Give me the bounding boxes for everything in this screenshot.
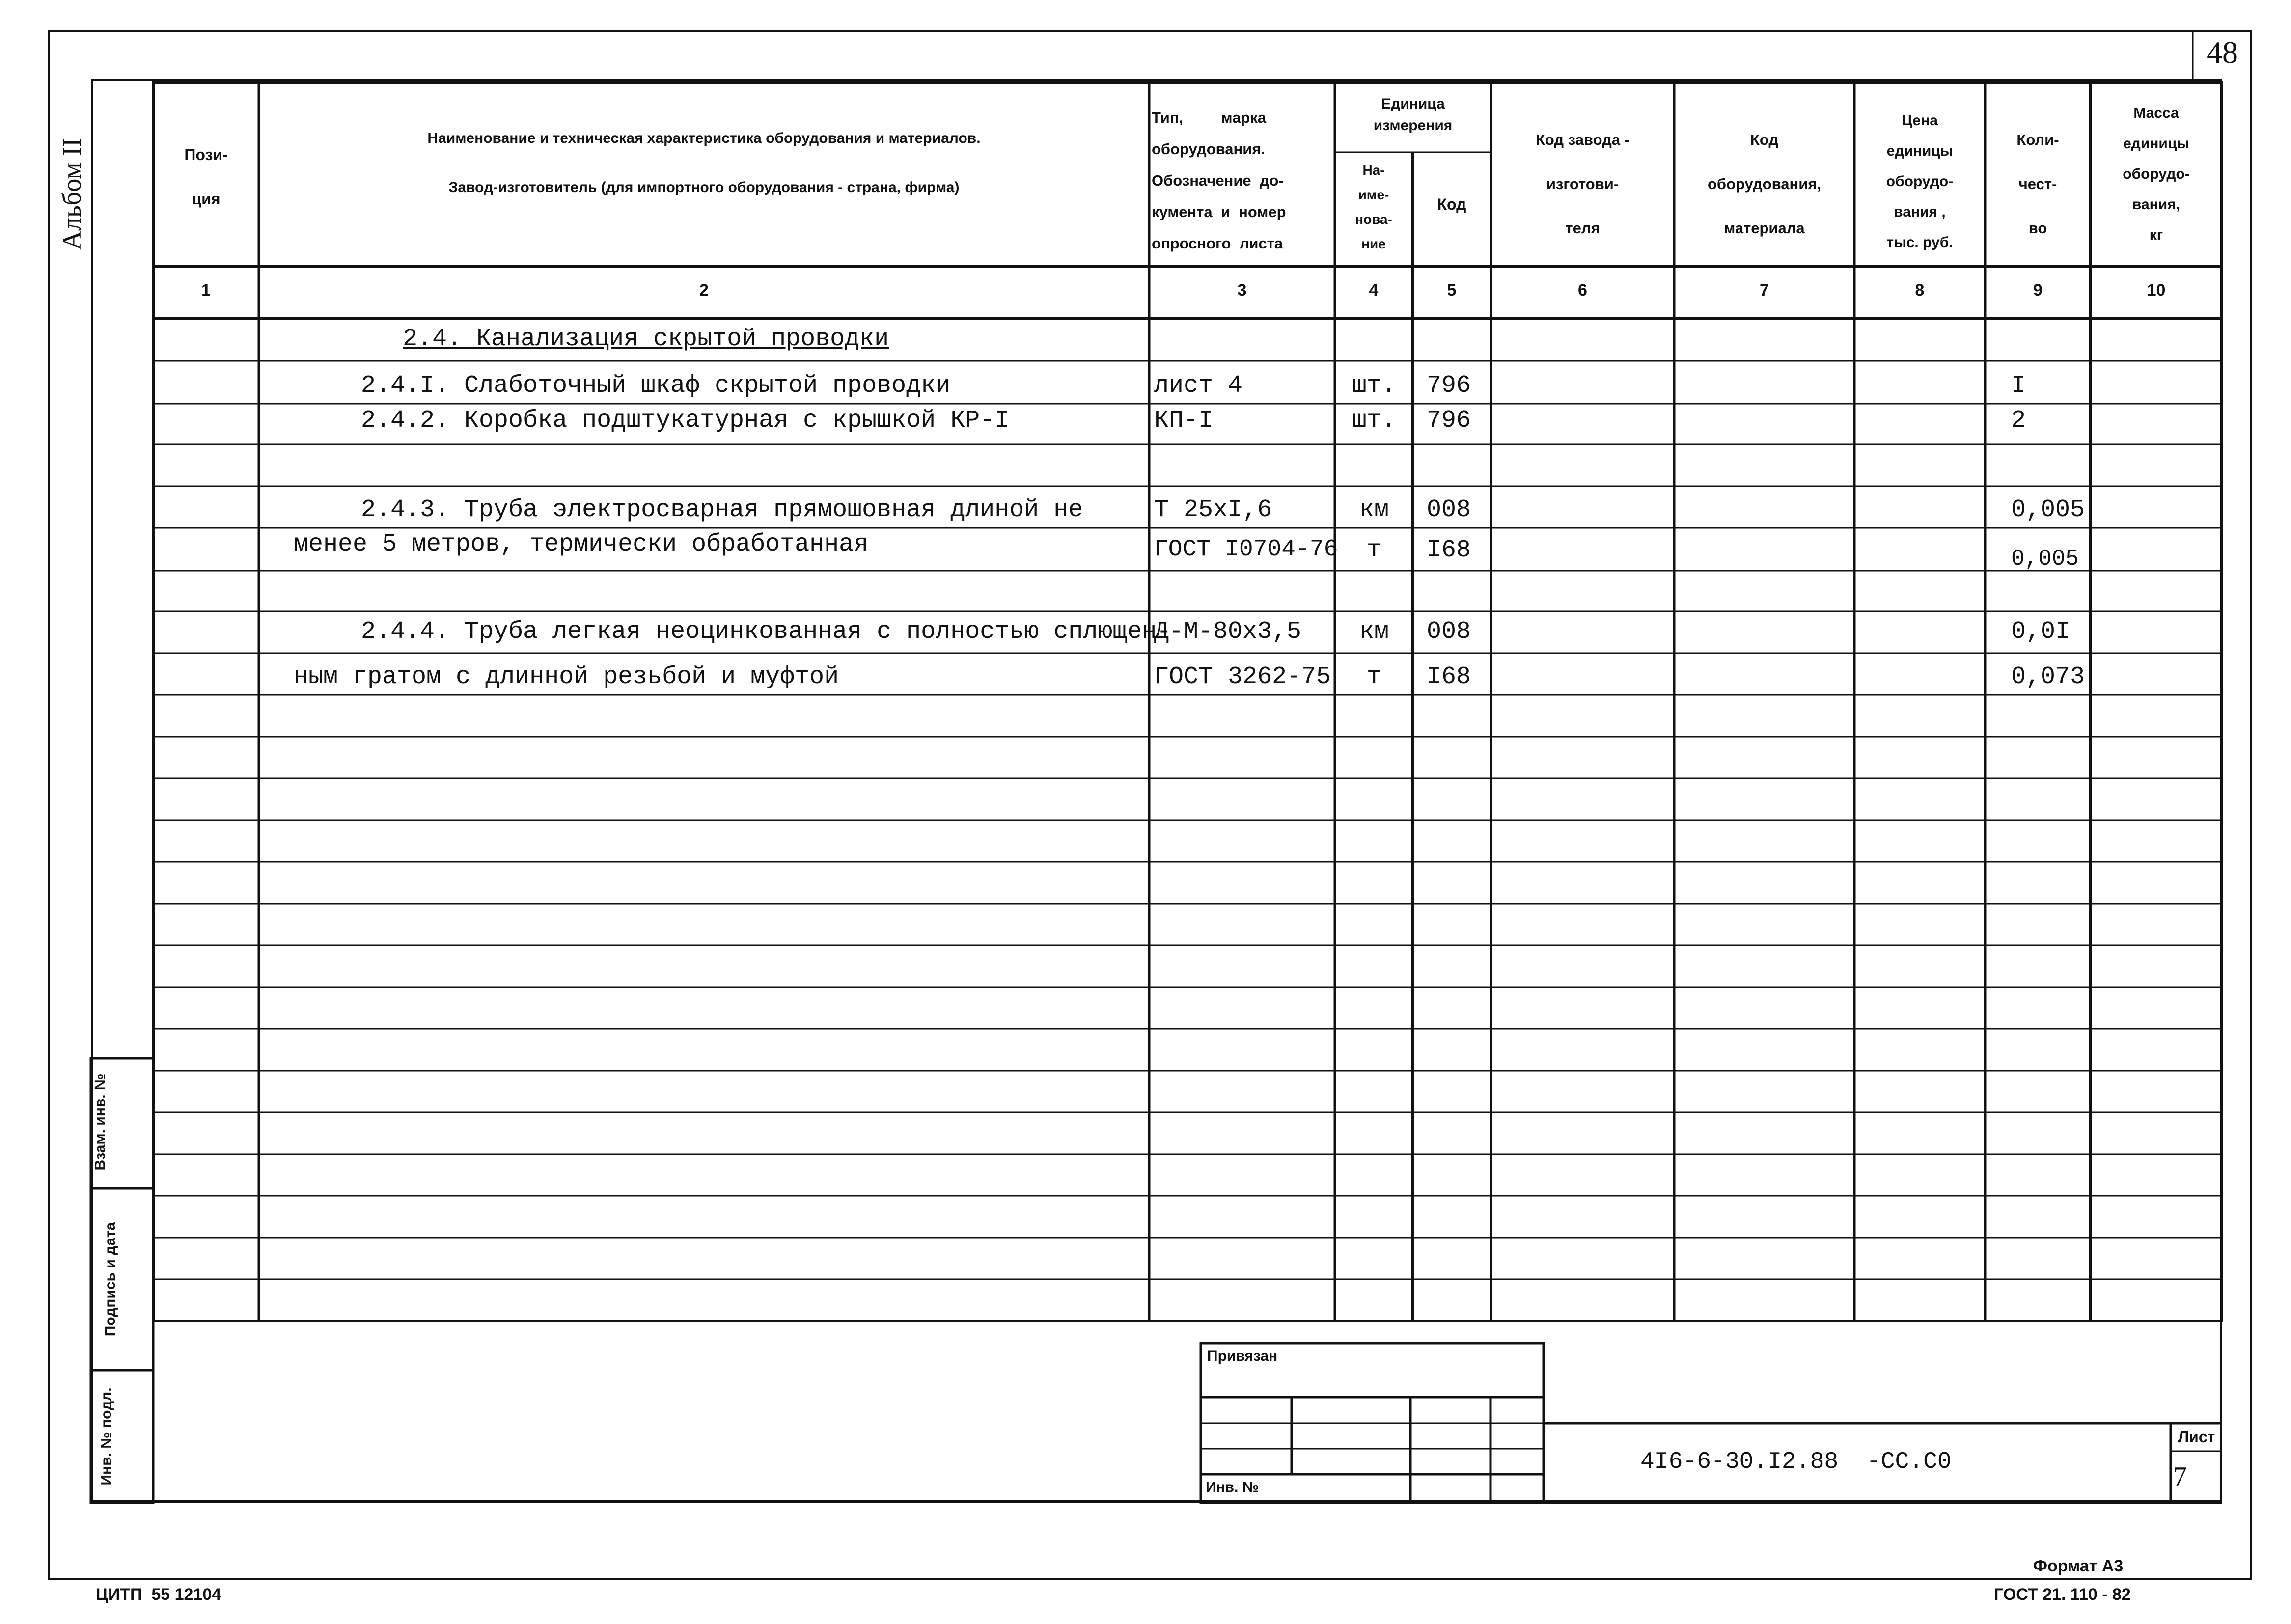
footer-gost: ГОСТ 21. 110 - 82	[1994, 1585, 2131, 1604]
header-col4: На- име- нова- ние	[1355, 163, 1392, 251]
stamp-podpis-data: Подпись и дата	[102, 1222, 118, 1337]
row-name: 2.4.2. Коробка подштукатурная с крышкой КР-I	[361, 407, 1010, 435]
row-qty: 0,005	[2011, 496, 2085, 524]
row-code: 796	[1427, 407, 1471, 435]
row-code: 796	[1427, 372, 1471, 400]
row-type: Т 25хI,6	[1154, 496, 1272, 524]
header-col3: Тип, марка оборудования. Обозначение до- кумента и номер опросного листа	[1152, 109, 1286, 252]
header-col9: Коли- чест- во	[2016, 131, 2059, 237]
document-code: 4I6-6-30.I2.88 -СС.С0	[1640, 1449, 1952, 1475]
sheet-corner-number: 48	[2207, 35, 2238, 70]
row-qty: I	[2011, 372, 2026, 400]
row-unit: км	[1359, 496, 1389, 524]
stamp-inv-podl: Инв. № подл.	[98, 1387, 114, 1486]
footer-format: Формат А3	[2033, 1557, 2124, 1575]
row-unit: т	[1366, 536, 1381, 564]
colnum-3: 3	[1237, 281, 1247, 300]
row-qty: 2	[2011, 407, 2026, 435]
row-unit: км	[1359, 618, 1389, 646]
colnum-1: 1	[201, 281, 211, 300]
privyazan-label: Привязан	[1207, 1348, 1278, 1364]
row-type: ГОСТ I0704-76	[1154, 536, 1338, 563]
header-col7: Код оборудования, материала	[1707, 131, 1821, 237]
row-code: 008	[1427, 618, 1471, 646]
header-col5: Код	[1437, 195, 1466, 213]
row-unit: т	[1366, 663, 1381, 691]
row-name: 2.4.I. Слаботочный шкаф скрытой проводки	[361, 372, 951, 400]
header-col10: Масса единицы оборудо- вания, кг	[2123, 105, 2190, 243]
row-code: 008	[1427, 496, 1471, 524]
row-qty: 0,0I	[2011, 618, 2070, 646]
header-unit-group: Единица измерения	[1373, 96, 1453, 134]
colnum-8: 8	[1915, 281, 1925, 300]
header-col2-line2: Завод-изготовитель (для импортного оборудования - страна, фирма)	[448, 179, 960, 195]
row-name: 2.4.3. Труба электросварная прямошовная длиной не	[361, 496, 1083, 524]
header-col6: Код завода - изготови- теля	[1535, 131, 1629, 237]
colnum-9: 9	[2033, 281, 2043, 300]
colnum-2: 2	[699, 281, 709, 300]
colnum-4: 4	[1369, 281, 1379, 300]
row-qty: 0,005	[2011, 546, 2079, 572]
row-name: 2.4.4. Труба легкая неоцинкованная с полностью сплющен-	[361, 618, 1172, 646]
album-label: Альбом II	[57, 138, 86, 250]
row-code: I68	[1427, 663, 1471, 691]
row-unit: шт.	[1352, 407, 1396, 435]
row-type: Д-М-80х3,5	[1154, 618, 1302, 646]
section-heading: 2.4. Канализация скрытой проводки	[403, 325, 889, 353]
stamp-vzam-inv: Взам. инв. №	[92, 1073, 109, 1171]
row-qty: 0,073	[2011, 663, 2085, 691]
colnum-10: 10	[2147, 281, 2166, 300]
header-col2-line1: Наименование и техническая характеристика оборудования и материалов.	[427, 130, 981, 146]
sheet-label: Лист	[2178, 1428, 2215, 1446]
row-type: КП-I	[1154, 407, 1214, 435]
row-type: ГОСТ 3262-75	[1154, 663, 1331, 691]
row-name: ным гратом с длинной резьбой и муфтой	[294, 663, 839, 691]
row-name: менее 5 метров, термически обработанная	[294, 530, 869, 558]
colnum-5: 5	[1447, 281, 1457, 300]
inv-no-label: Инв. №	[1206, 1479, 1259, 1495]
footer-left-code: ЦИТП 55 12104	[96, 1585, 221, 1604]
header-col1: Пози- ция	[184, 146, 228, 208]
colnum-6: 6	[1578, 281, 1587, 300]
sheet-number: 7	[2173, 1461, 2187, 1492]
row-unit: шт.	[1352, 372, 1396, 400]
row-code: I68	[1427, 536, 1471, 564]
row-type: лист 4	[1154, 372, 1243, 400]
colnum-7: 7	[1760, 281, 1769, 300]
header-col8: Цена единицы оборудо- вания , тыс. руб.	[1886, 112, 1954, 250]
